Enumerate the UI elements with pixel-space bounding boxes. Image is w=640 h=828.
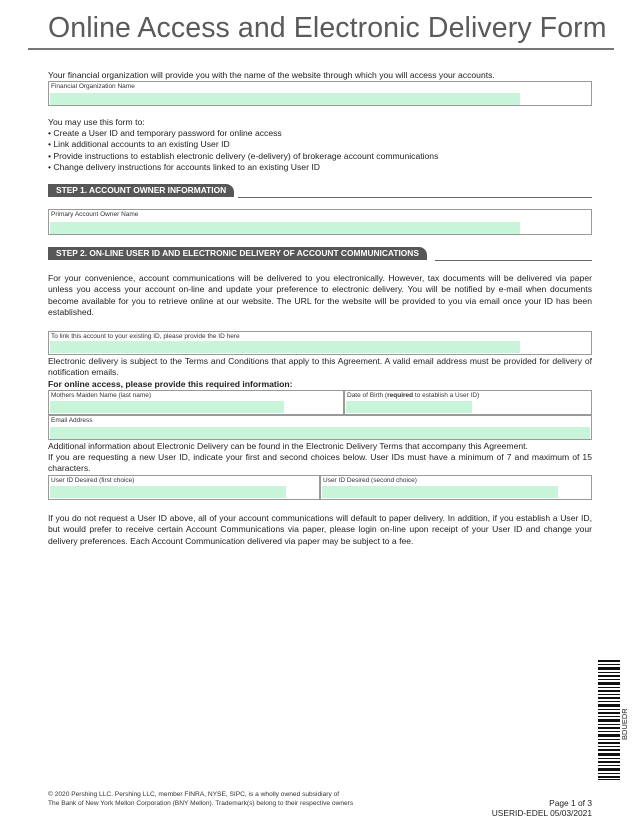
copyright-line-1: © 2020 Pershing LLC. Pershing LLC, member FINRA, NYSE, SIPC, is a wholly owned subsidiary of (48, 791, 340, 798)
email-field (48, 415, 592, 440)
existing-id-label: To link this account to your existing ID, please provide the ID here (51, 333, 240, 340)
step1-header: STEP 1. ACCOUNT OWNER INFORMATION (48, 184, 234, 197)
use-item-4: • Change delivery instructions for accounts linked to an existing User ID (48, 162, 320, 172)
copyright-line-2: The Bank of New York Mellon Corporation (BNY Mellon). Trademark(s) belong to their respective owners (48, 800, 354, 807)
uses-heading: You may use this form to: (48, 117, 145, 127)
required-info-heading: For online access, please provide this required information: (48, 379, 293, 389)
use-item-3: • Provide instructions to establish electronic delivery (e-delivery) of brokerage account communications (48, 151, 439, 161)
step2-paragraph: For your convenience, account communications will be delivered to you electronically. However, tax documents will be delivered via paper unless you access your account on-line and update your preference to electronic delivery. You will be notified by e-mail when documents become available for you to retrieve online at our website. The URL for the website will be provided to you via email once your ID has been established. (48, 273, 592, 318)
dob-label-pre: Date of Birth ( (347, 392, 388, 399)
footer-info (492, 798, 592, 818)
intro-text: Your financial organization will provide you with the name of the website through which you will access your accounts. (48, 70, 495, 80)
maiden-name-label: Mothers Maiden Name (last name) (51, 392, 152, 399)
financial-org-field (48, 81, 592, 106)
maiden-name-input[interactable] (50, 401, 284, 413)
step1-rule (238, 197, 592, 198)
barcode-code: BDUEDR (620, 708, 629, 740)
user-id-second-input[interactable] (322, 486, 558, 498)
step2-header: STEP 2. ON-LINE USER ID AND ELECTRONIC DELIVERY OF ACCOUNT COMMUNICATIONS (48, 247, 427, 260)
email-label: Email Address (51, 417, 93, 424)
additional-info: Additional information about Electronic Delivery can be found in the Electronic Delivery Terms that accompany this Agreement. (48, 441, 528, 451)
primary-owner-input[interactable] (50, 222, 520, 234)
use-item-2: • Link additional accounts to an existing User ID (48, 139, 230, 149)
dob-label (347, 392, 479, 399)
maiden-name-field (48, 390, 344, 415)
primary-owner-label: Primary Account Owner Name (51, 211, 139, 218)
user-id-instructions: If you are requesting a new User ID, indicate your first and second choices below. User IDs must have a minimum of 7 and maximum of 15 characters. (48, 452, 592, 474)
title-divider (28, 48, 614, 50)
email-input[interactable] (50, 427, 590, 439)
form-code: USERID-EDEL 05/03/2021 (491, 808, 592, 818)
dob-label-required: required (387, 392, 414, 399)
existing-id-input[interactable] (50, 341, 520, 353)
step2-rule (435, 260, 592, 261)
page-title: Online Access and Electronic Delivery Form (48, 12, 607, 44)
use-item-1: • Create a User ID and temporary password for online access (48, 128, 282, 138)
user-id-first-input[interactable] (50, 486, 286, 498)
primary-owner-field (48, 209, 592, 235)
financial-org-input[interactable] (50, 93, 520, 105)
edelivery-terms: Electronic delivery is subject to the Terms and Conditions that apply to this Agreement. A valid email address must be provided for delivery of notification emails. (48, 356, 592, 378)
dob-label-post: to establish a User ID) (413, 392, 480, 399)
financial-org-label: Financial Organization Name (51, 83, 135, 90)
user-id-second-field (320, 475, 592, 500)
dob-input[interactable] (346, 401, 472, 413)
user-id-second-label: User ID Desired (second choice) (323, 477, 417, 484)
existing-id-field (48, 331, 592, 355)
user-id-first-label: User ID Desired (first choice) (51, 477, 135, 484)
paper-delivery-paragraph: If you do not request a User ID above, all of your account communications will default to paper delivery. In addition, if you establish a User ID, but would prefer to receive certain Account Communications via paper, please login on-line upon receipt of your User ID and change your delivery preferences. Each Account Communication delivered via paper may be subject to a fee. (48, 513, 592, 546)
dob-field (344, 390, 592, 415)
page-number: Page 1 of 3 (549, 798, 592, 808)
barcode-image (598, 660, 620, 780)
user-id-first-field (48, 475, 320, 500)
copyright (48, 790, 353, 808)
